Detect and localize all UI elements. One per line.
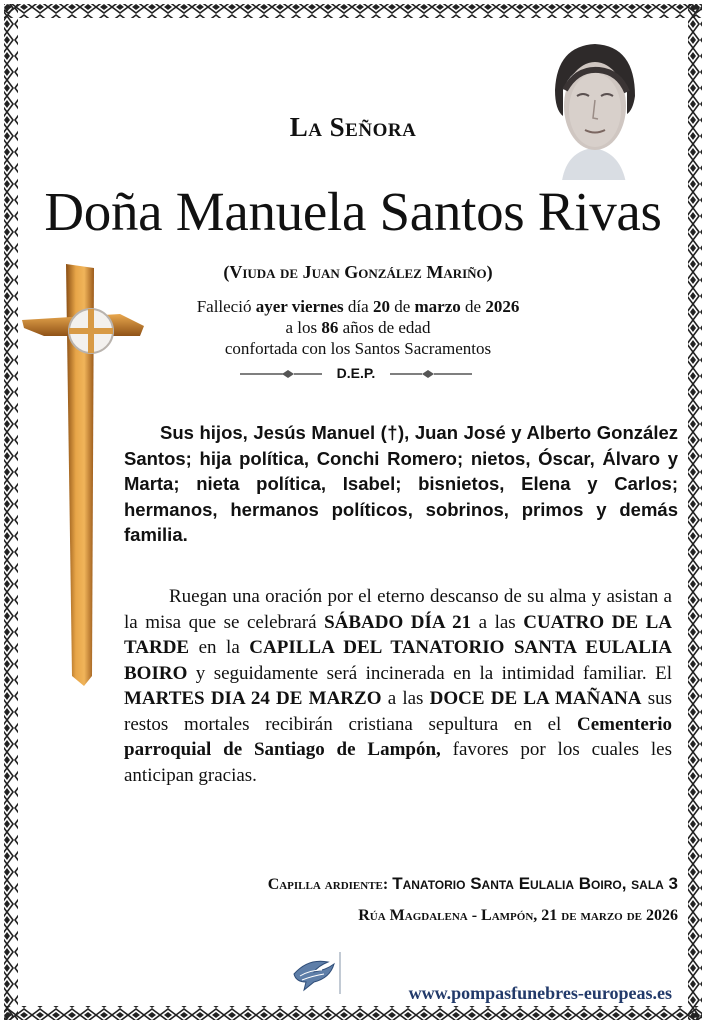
family-paragraph: Sus hijos, Jesús Manuel (†), Juan José y Alberto González Santos; hija política, Conchi Romero; nietos, Óscar, Álvaro y Marta; nieta política, Isabel; bisnietos, Elena y Carlos; hermanos, hermanos políticos, sobrinos, primos y demás familia.	[124, 422, 678, 545]
chapel-info	[268, 868, 678, 931]
chapel-line	[268, 868, 678, 900]
dep-label: D.E.P.	[336, 365, 376, 381]
sacraments-line: confortada con los Santos Sacramentos	[224, 339, 492, 358]
death-date-line: Falleció ayer viernes día 20 de marzo de 2026	[196, 297, 520, 316]
heading-title: La Señora	[289, 112, 417, 142]
portrait-photo	[543, 40, 643, 180]
service-paragraph: Ruegan una oración por el eterno descanso de su alma y asistan a la misa que se celebrará SÁBADO DÍA 21 a las CUATRO DE LA TARDE en la CAPILLA DEL TANATORIO SANTA EULALIA BOIRO y seguidamente será incinerada en la intimidad familiar. El MARTES DIA 24 DE MARZO a las DOCE DE LA MAÑANA sus restos mortales recibirán cristiana sepultura en el Cementerio parroquial de Santiago de Lampón, favores por los cuales les anticipan gracias.	[124, 586, 672, 786]
death-details	[150, 296, 566, 359]
dove-logo-icon	[288, 948, 348, 996]
deceased-name: Doña Manuela Santos Rivas	[44, 181, 662, 242]
chapel-label: Capilla ardiente:	[267, 876, 393, 893]
website-link[interactable]: www.pompasfunebres-europeas.es	[408, 983, 672, 1003]
widow-note: (Viuda de Juan González Mariño)	[223, 262, 493, 282]
chapel-place: Tanatorio Santa Eulalia Boiro, sala 3	[392, 874, 678, 893]
chapel-address: Rúa Magdalena - Lampón, 21 de marzo de 2026	[358, 907, 678, 924]
dep-divider	[240, 364, 472, 384]
age-line: a los 86 años de edad	[285, 318, 431, 337]
